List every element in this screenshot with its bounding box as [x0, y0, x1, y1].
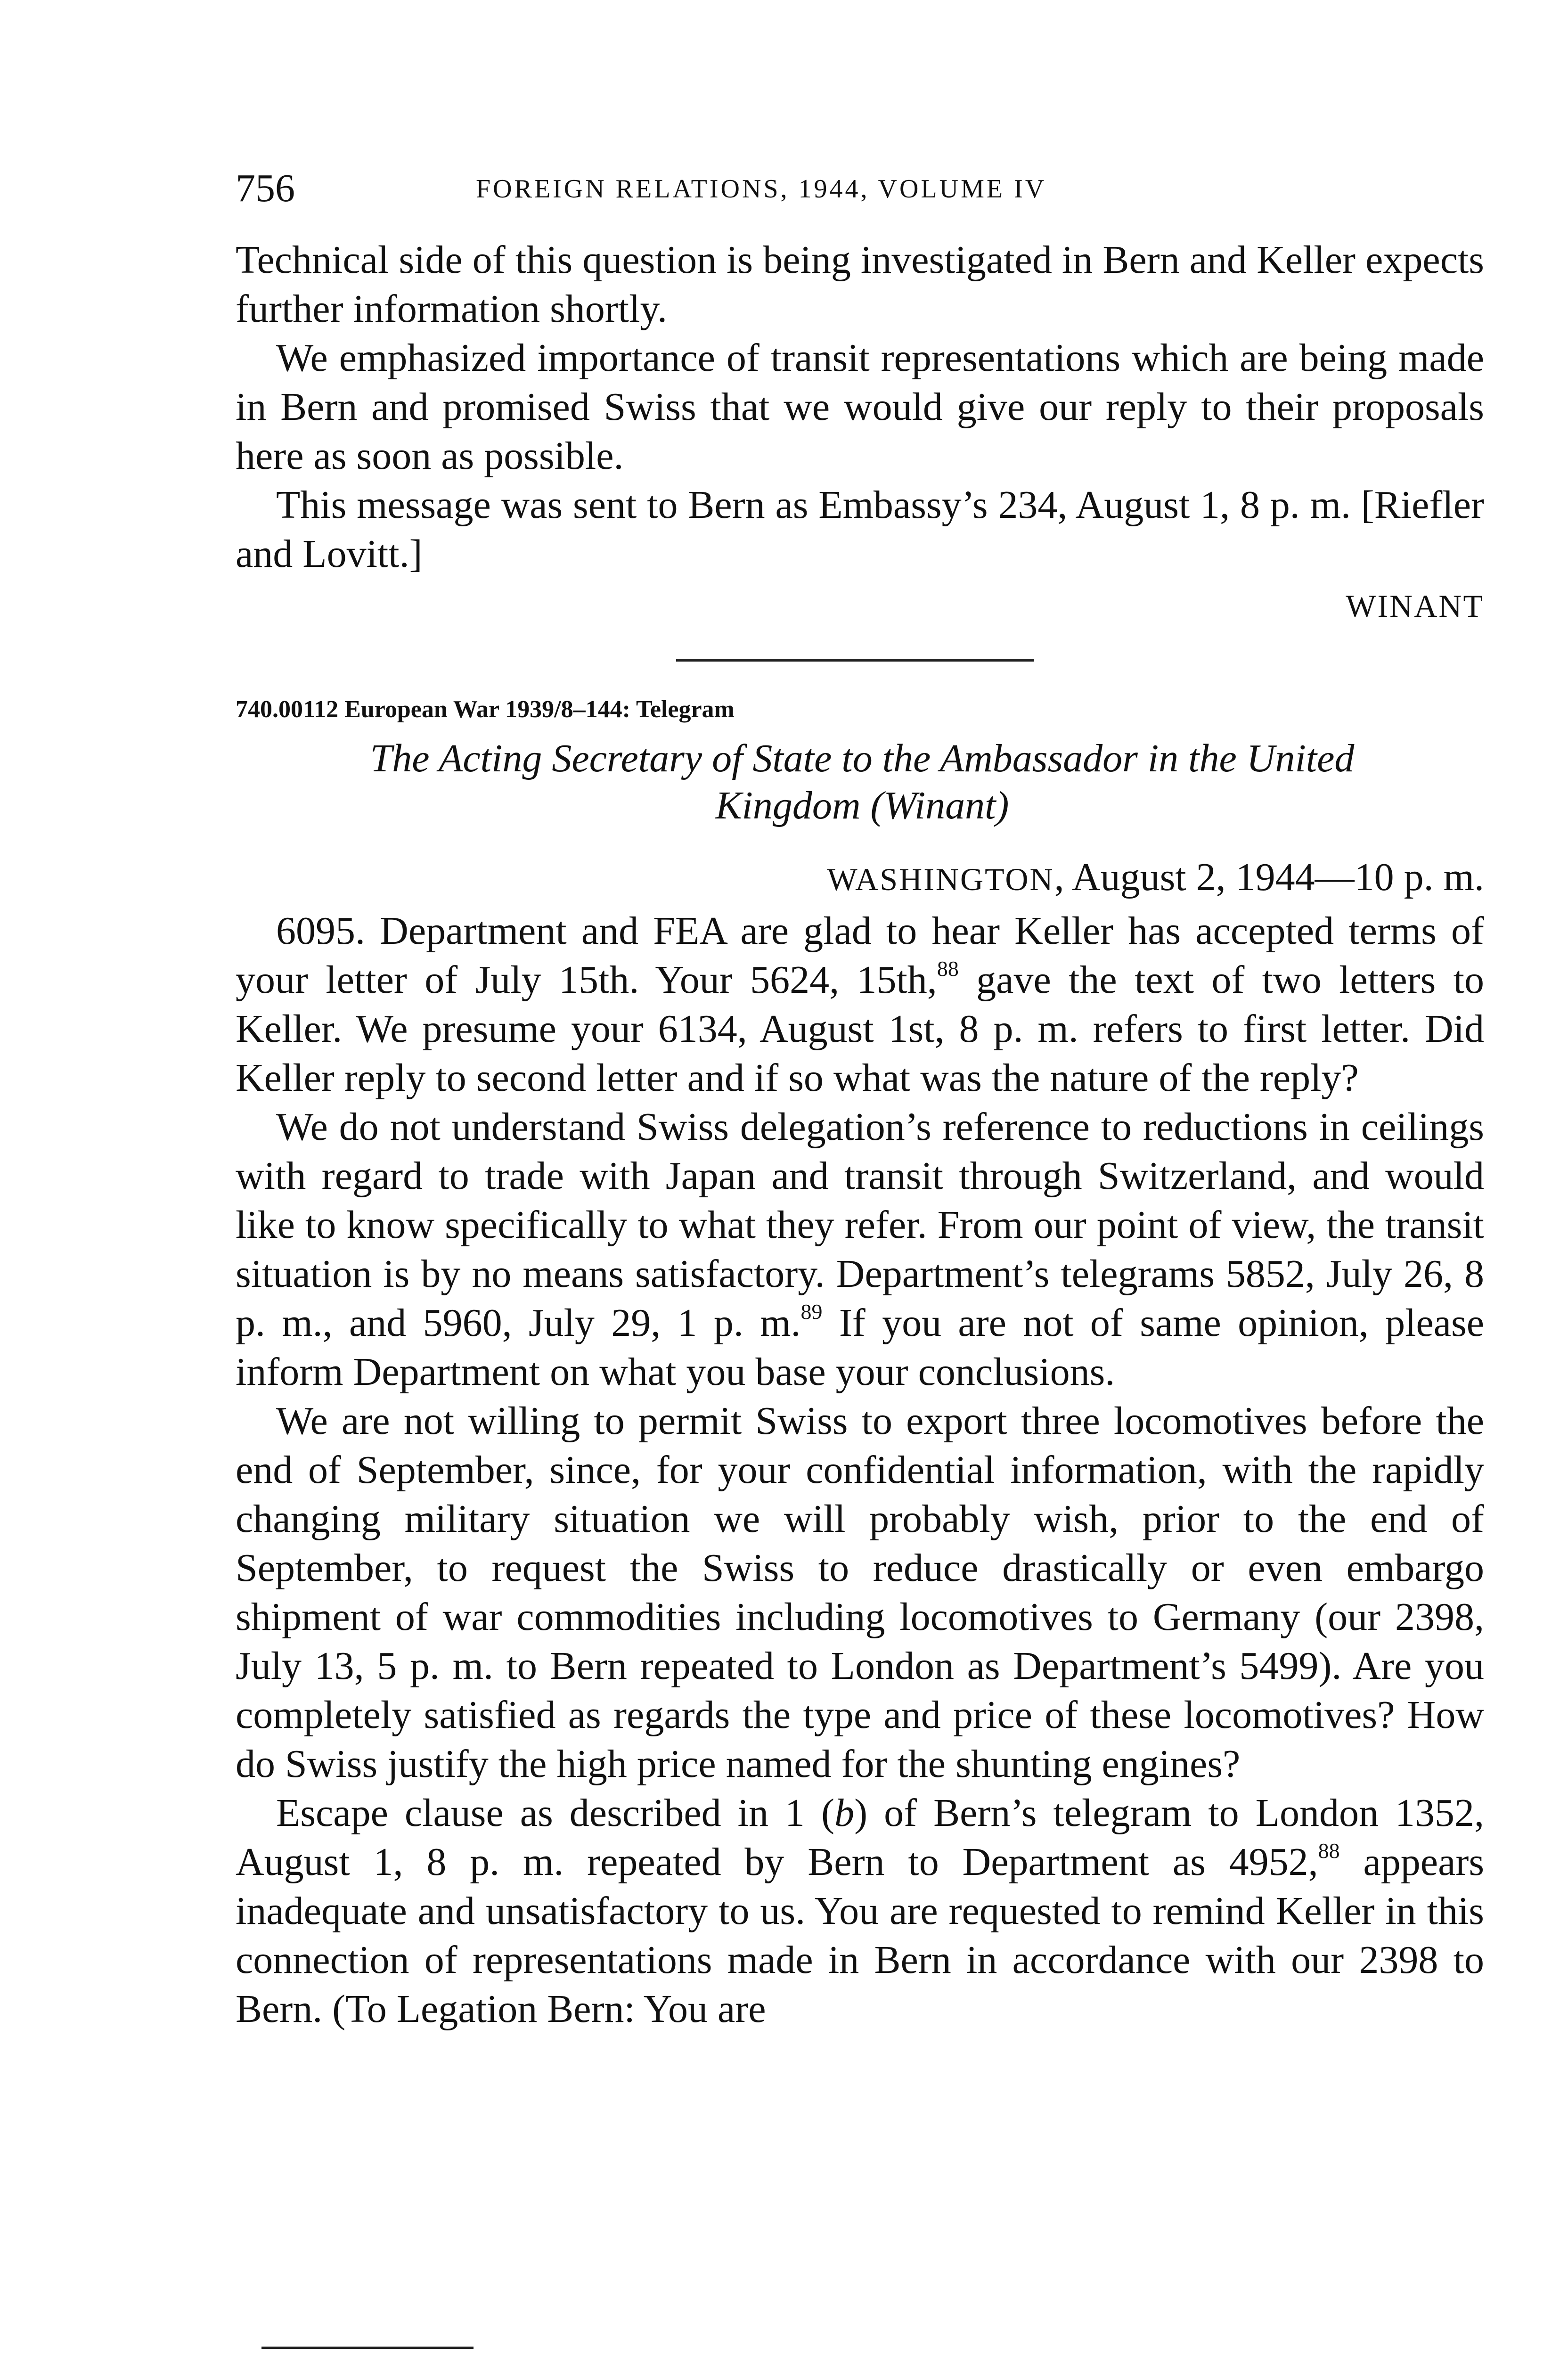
section-divider [676, 659, 1034, 662]
page-number: 756 [236, 166, 295, 210]
dateline [236, 853, 1484, 904]
paragraph: Escape clause as described in 1 (b) of Bern’s telegram to London 1352, August 1, 8 p. m. repeated by Bern to Department as 4952,88 appears inadequate and unsatisfactory to us. You are requested to remind Keller in this connection of representations made in Bern in accordance with our 2398 to Bern. (To Legation Bern: You are [236, 1791, 1485, 2031]
continued-telegram-text [236, 236, 1484, 630]
dateline-place: WASHINGTON [827, 861, 1054, 897]
footnote-ref: 88 [937, 957, 959, 981]
footnote-ref: 89 [800, 1300, 823, 1324]
paragraph: We emphasized importance of transit representations which are being made in Bern and promised Swiss that we would give our reply to their proposals here as soon as possible. [236, 336, 1484, 478]
paragraph: This message was sent to Bern as Embassy’s 234, August 1, 8 p. m. [Riefler and Lovitt.] [236, 483, 1484, 576]
document-title: The Acting Secretary of State to the Ambassador in the United Kingdom (Winant) [370, 736, 1355, 827]
footnote-ref: 88 [1318, 1839, 1340, 1863]
paragraph: 6095. Department and FEA are glad to hear Keller has accepted terms of your letter of July 15th. Your 5624, 15th,$^{88}$ gave the text of two letters to Keller. We presume your 6134, August 1st, 8 p. m. refers to first letter. Did Keller reply to second letter and if so what was the nature of the reply? [236, 909, 1485, 1100]
dateline-date: , August 2, 1944—10 p. m. [1054, 855, 1484, 899]
footnote-divider [261, 2347, 474, 2349]
paragraph: We do not understand Swiss delegation’s reference to reductions in ceilings with regard to trade with Japan and transit through Switzerland, and would like to know specifically to what they refer. From our point of view, the transit situation is by no means satisfactory. Department’s telegrams 5852, July 26, 8 p. m., and 5960, July 29, 1 p. m.$^{89}$ If you are not of same opinion, please inform Department on what you base your conclusions. [236, 1105, 1484, 1394]
signature: WINANT [1346, 588, 1484, 624]
running-head [236, 163, 1484, 214]
telegram-body [236, 907, 1484, 2034]
paragraph: We are not willing to permit Swiss to export three locomotives before the end of September, since, for your confidential information, with the rapidly changing military situation we will probably wish, prior to the end of September, to request the Swiss to reduce drastically or even embargo shipment of war commodities including locomotives to Germany (our 2398, July 13, 5 p. m. to Bern repeated to London as Department’s 5499). Are you completely satisfied as regards the type and price of these locomotives? How do Swiss justify the high price named for the shunting engines? [236, 1399, 1484, 1786]
paragraph: Technical side of this question is being investigated in Bern and Keller expects further information shortly. [236, 238, 1484, 331]
running-head-title: FOREIGN RELATIONS, 1944, VOLUME IV [476, 174, 1047, 204]
file-reference: 740.00112 European War 1939/8–144: Telegram [236, 696, 735, 723]
